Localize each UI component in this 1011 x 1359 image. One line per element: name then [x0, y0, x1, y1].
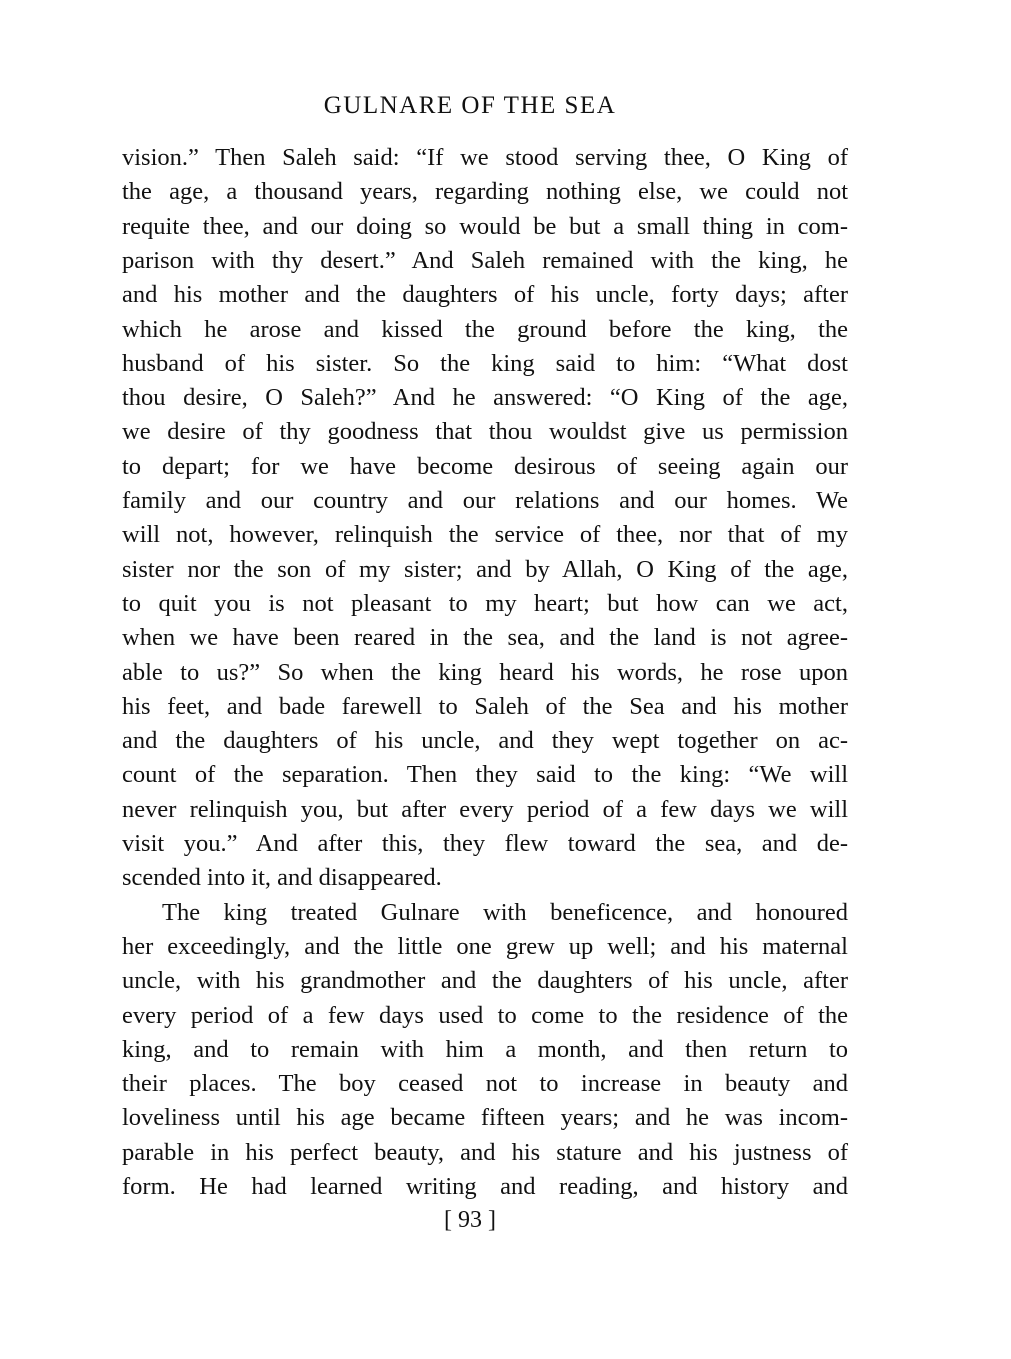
text-line: we desire of thy goodness that thou wouldst give us permission: [122, 418, 848, 446]
text-line: The king treated Gulnare with beneficence, and honoured: [162, 898, 848, 926]
text-line: her exceedingly, and the little one grew up well; and his maternal: [122, 932, 848, 960]
text-line: uncle, with his grandmother and the daughters of his uncle, after: [122, 967, 848, 995]
text-line: and the daughters of his uncle, and they wept together on ac-: [122, 727, 848, 755]
text-line: and his mother and the daughters of his uncle, forty days; after: [122, 281, 848, 309]
text-line: their places. The boy ceased not to increase in beauty and: [122, 1070, 848, 1098]
text-line: parable in his perfect beauty, and his stature and his justness of: [122, 1138, 848, 1166]
text-line: sister nor the son of my sister; and by Allah, O King of the age,: [122, 555, 848, 583]
text-line: to depart; for we have become desirous of seeing again our: [122, 452, 848, 480]
text-line: thou desire, O Saleh?” And he answered: “O King of the age,: [122, 384, 848, 412]
text-line: to quit you is not pleasant to my heart; but how can we act,: [122, 589, 848, 617]
text-line: visit you.” And after this, they flew toward the sea, and de-: [122, 830, 848, 857]
page-number: [ 93 ]: [444, 1207, 496, 1233]
text-line: requite thee, and our doing so would be but a small thing in com-: [122, 212, 848, 240]
text-line: parison with thy desert.” And Saleh remained with the king, he: [122, 246, 848, 274]
text-line: every period of a few days used to come to the residence of the: [122, 1001, 848, 1029]
text-line: able to us?” So when the king heard his words, he rose upon: [122, 658, 848, 686]
text-line: which he arose and kissed the ground before the king, the: [122, 315, 848, 343]
text-line: never relinquish you, but after every period of a few days we will: [122, 795, 848, 823]
text-line: scended into it, and disappeared.: [122, 864, 442, 892]
text-line: count of the separation. Then they said to the king: “We will: [122, 761, 848, 789]
text-line: king, and to remain with him a month, and then return to: [122, 1035, 848, 1063]
text-line: husband of his sister. So the king said to him: “What dost: [122, 349, 848, 377]
text-line: family and our country and our relations and our homes. We: [122, 487, 848, 514]
running-head: GULNARE OF THE SEA: [323, 92, 617, 119]
text-line: loveliness until his age became fifteen years; and he was incom-: [122, 1104, 848, 1132]
text-line: vision.” Then Saleh said: “If we stood serving thee, O King of: [122, 144, 848, 171]
text-line: his feet, and bade farewell to Saleh of the Sea and his mother: [122, 692, 848, 720]
text-line: form. He had learned writing and reading, and history and: [122, 1173, 848, 1200]
text-line: the age, a thousand years, regarding nothing else, we could not: [122, 178, 848, 206]
text-line: will not, however, relinquish the service of thee, nor that of my: [122, 521, 848, 549]
text-line: when we have been reared in the sea, and the land is not agree-: [122, 624, 848, 652]
